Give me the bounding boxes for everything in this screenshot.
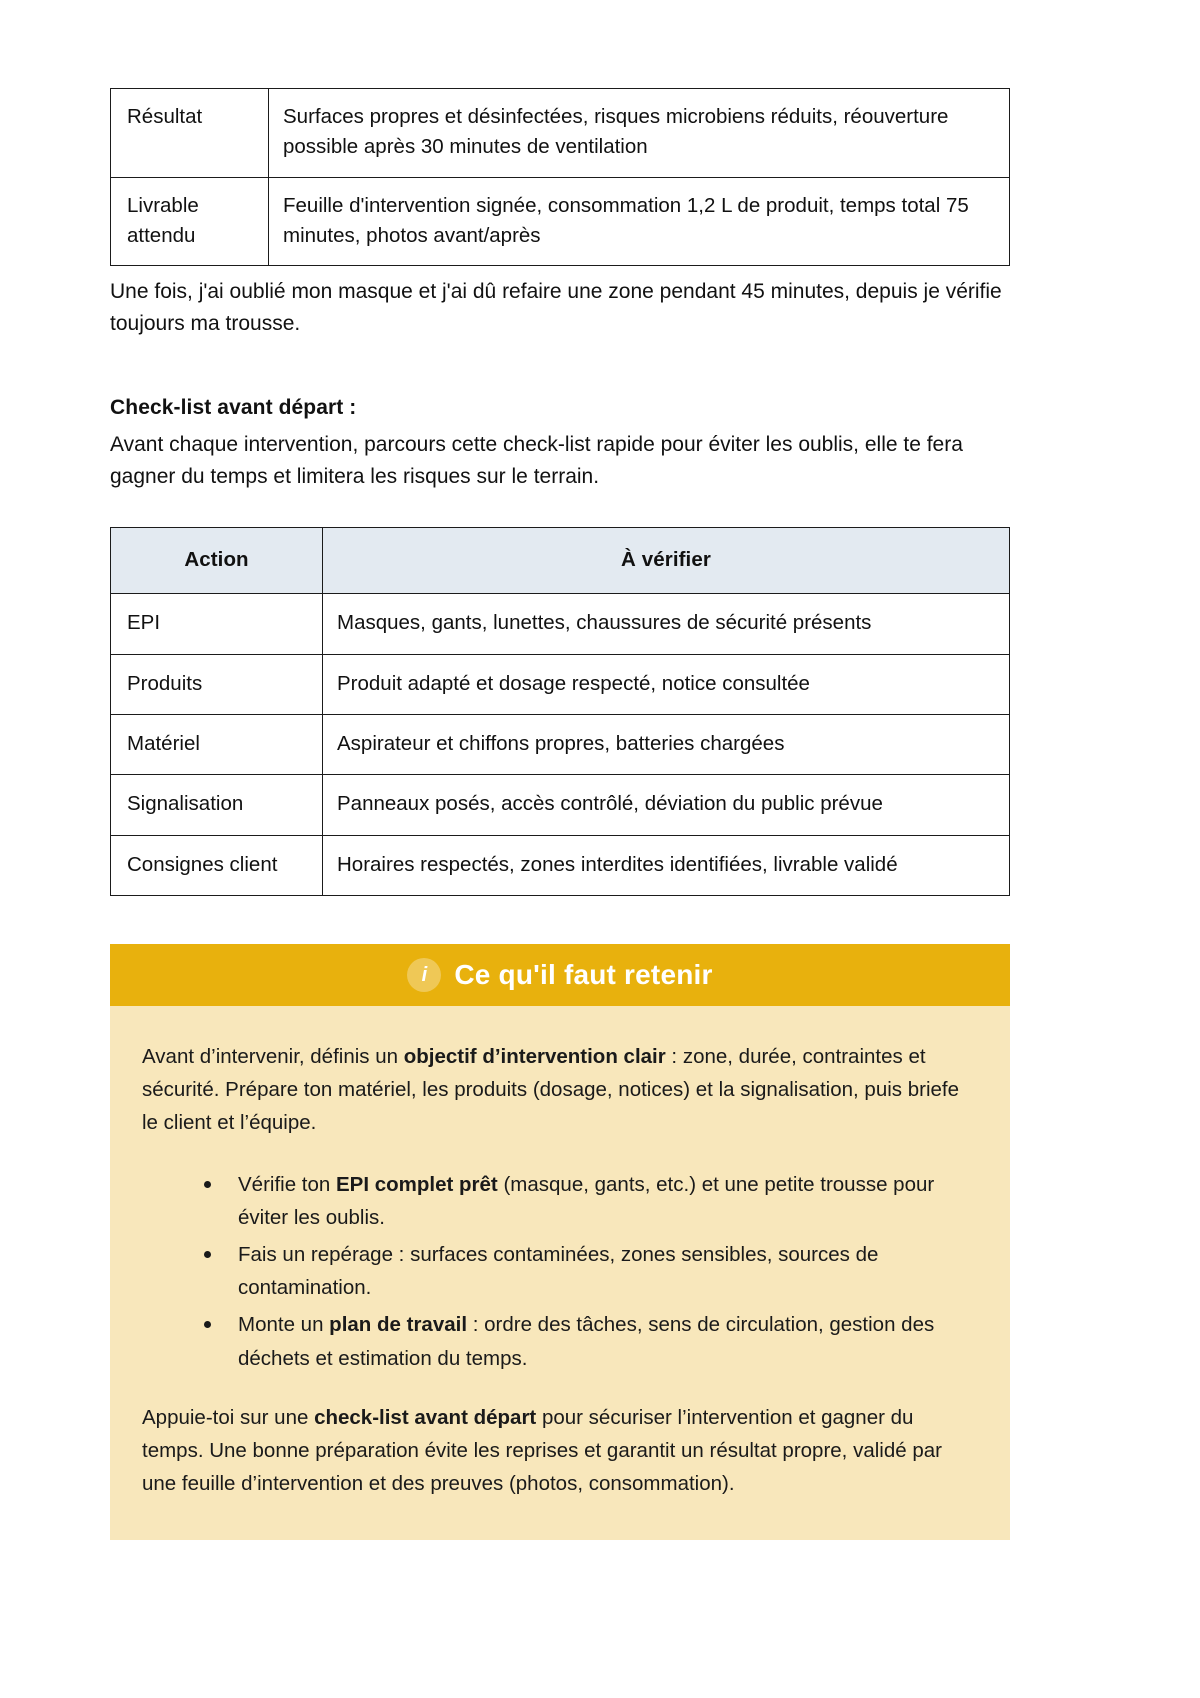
result-row-label: Résultat [111, 89, 269, 178]
callout-outro-bold: check-list avant départ [314, 1405, 537, 1429]
checklist-action: Consignes client [111, 835, 323, 895]
callout-outro-before: Appuie-toi sur une [142, 1405, 315, 1429]
callout-outro-paragraph [142, 1401, 978, 1501]
checklist-action: EPI [111, 594, 323, 654]
callout-intro-bold: objectif d’intervention clair [403, 1044, 666, 1068]
livrable-row-label: Livrable attendu [111, 177, 269, 266]
callout-header [110, 944, 1010, 1006]
table-row [111, 89, 1010, 178]
bullet-text-before: Fais un repérage : surfaces contaminées, zones sensibles, sources de contamination. [238, 1242, 879, 1300]
checklist-verify: Horaires respectés, zones interdites identifiées, livrable validé [323, 835, 1010, 895]
result-table [110, 88, 1010, 266]
callout-intro-before: Avant d’intervenir, définis un [142, 1044, 404, 1068]
checklist-table-body [111, 594, 1010, 896]
table-row [111, 654, 1010, 714]
bullet-text-after: : ordre des tâches, sens de circulation, gestion des déchets et estimation du temps. [238, 1313, 935, 1370]
info-icon: i [407, 958, 441, 992]
column-header-verify: À vérifier [323, 527, 1010, 593]
list-item [198, 1308, 978, 1374]
result-table-body [111, 89, 1010, 266]
anecdote-paragraph: Une fois, j'ai oublié mon masque et j'ai dû refaire une zone pendant 45 minutes, depuis je vérifie toujours ma trousse. [110, 280, 1002, 336]
table-header-row [111, 527, 1010, 593]
callout-title: Ce qu'il faut retenir [454, 958, 713, 990]
table-row [111, 775, 1010, 835]
bullet-text-bold: plan de travail [329, 1313, 468, 1337]
checklist-verify: Aspirateur et chiffons propres, batteries chargées [323, 714, 1010, 774]
checklist-action: Signalisation [111, 775, 323, 835]
table-row [111, 714, 1010, 774]
table-row [111, 177, 1010, 266]
checklist-action: Matériel [111, 714, 323, 774]
list-item [198, 1238, 978, 1304]
bullet-text-bold: EPI complet prêt [336, 1172, 498, 1196]
checklist-verify: Panneaux posés, accès contrôlé, déviation du public prévue [323, 775, 1010, 835]
callout-bullet-list [142, 1168, 978, 1375]
callout-retenir [110, 944, 1010, 1540]
checklist-table-head [111, 527, 1010, 593]
checklist-verify: Masques, gants, lunettes, chaussures de sécurité présents [323, 594, 1010, 654]
checklist-table [110, 527, 1010, 896]
table-row [111, 835, 1010, 895]
section-title: Check-list avant départ : [110, 396, 357, 420]
list-item [198, 1168, 978, 1234]
checklist-action: Produits [111, 654, 323, 714]
callout-outro-after: pour sécuriser l’intervention et gagner du temps. Une bonne préparation évite les reprises et garantit un résultat propre, validé par une feuille d’intervention et des preuves (photos, consommation). [142, 1405, 942, 1496]
section-intro-paragraph: Avant chaque intervention, parcours cette check-list rapide pour éviter les oublis, elle te fera gagner du temps et limitera les risques sur le terrain. [110, 433, 963, 489]
bullet-text-after: (masque, gants, etc.) et une petite trousse pour éviter les oublis. [238, 1172, 935, 1229]
result-row-value: Surfaces propres et désinfectées, risques microbiens réduits, réouverture possible après 30 minutes de ventilation [269, 89, 1010, 178]
table-row [111, 594, 1010, 654]
checklist-verify: Produit adapté et dosage respecté, notice consultée [323, 654, 1010, 714]
callout-body [110, 1006, 1010, 1540]
callout-intro-paragraph [142, 1040, 978, 1140]
callout-intro-after: : zone, durée, contraintes et sécurité. Prépare ton matériel, les produits (dosage, notices) et la signalisation, puis briefe le client et l’équipe. [142, 1044, 960, 1135]
bullet-text-before: Monte un [238, 1313, 330, 1337]
column-header-action: Action [111, 527, 323, 593]
spacer [110, 493, 1090, 527]
livrable-row-value: Feuille d'intervention signée, consommation 1,2 L de produit, temps total 75 minutes, photos avant/après [269, 177, 1010, 266]
bullet-text-before: Vérifie ton [238, 1172, 336, 1196]
